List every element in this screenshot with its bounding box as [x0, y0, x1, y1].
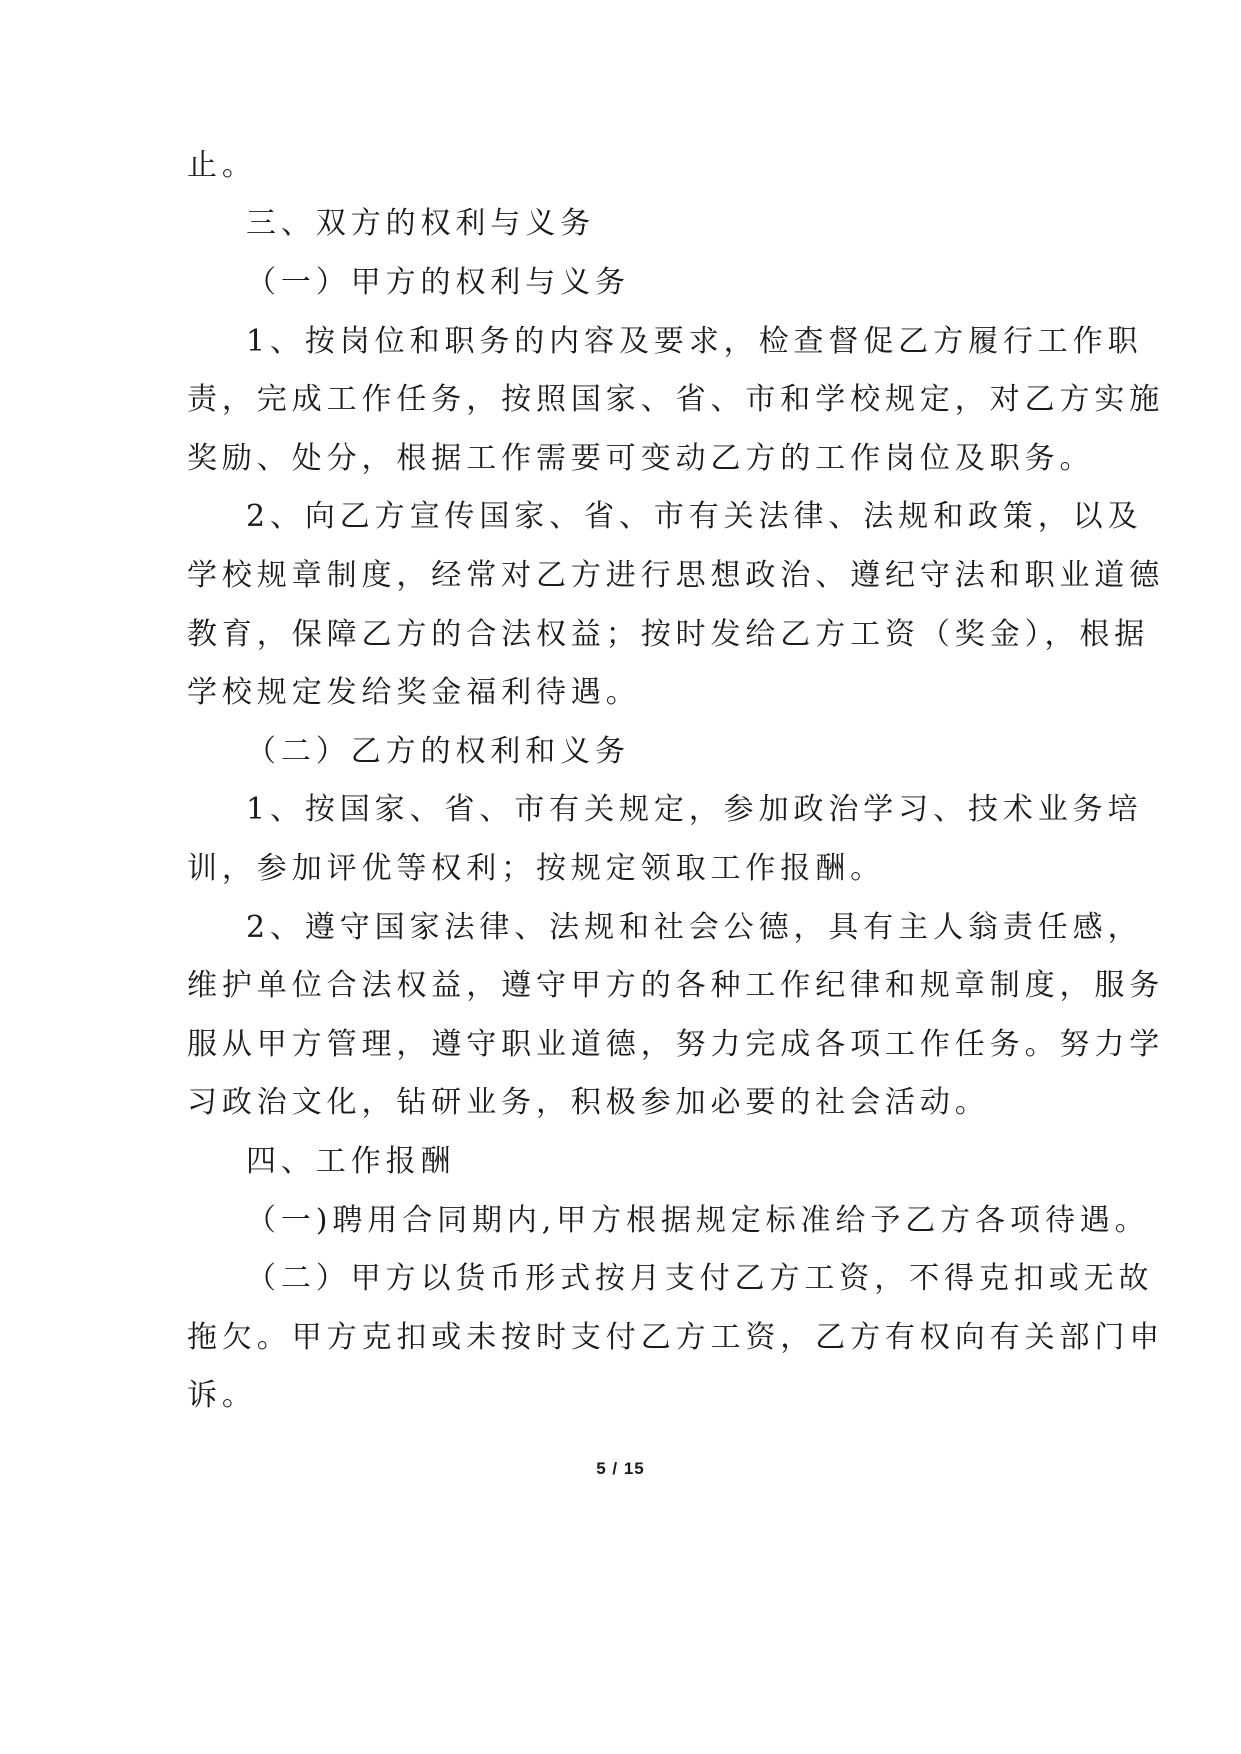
subsection-heading: （一）甲方的权利与义务	[246, 265, 630, 300]
paragraph-line: 止。	[187, 148, 257, 183]
paragraph-line: 维护单位合法权益，遵守甲方的各种工作纪律和规章制度，服务	[187, 968, 1165, 1003]
paragraph-line: 学校规章制度，经常对乙方进行思想政治、遵纪守法和职业道德	[187, 558, 1165, 593]
paragraph-line: 奖励、处分，根据工作需要可变动乙方的工作岗位及职务。	[187, 441, 1095, 476]
paragraph-line: 训，参加评优等权利；按规定领取工作报酬。	[187, 851, 885, 886]
subsection-heading: （二）乙方的权利和义务	[246, 734, 630, 769]
paragraph-line: 教育，保障乙方的合法权益；按时发给乙方工资（奖金），根据	[187, 617, 1150, 652]
paragraph-line: 1、按岗位和职务的内容及要求，检查督促乙方履行工作职	[246, 324, 1143, 359]
paragraph-line: 拖欠。甲方克扣或未按时支付乙方工资，乙方有权向有关部门申	[187, 1320, 1165, 1355]
paragraph-line: （二）甲方以货币形式按月支付乙方工资，不得克扣或无故	[246, 1261, 1154, 1296]
section-heading: 三、双方的权利与义务	[246, 206, 595, 241]
paragraph-line: （一)聘用合同期内,甲方根据规定标准给予乙方各项待遇。	[246, 1203, 1150, 1238]
paragraph-line: 2、向乙方宣传国家、省、市有关法律、法规和政策，以及	[246, 499, 1143, 534]
paragraph-line: 习政治文化，钻研业务，积极参加必要的社会活动。	[187, 1085, 990, 1120]
paragraph-line: 诉。	[187, 1378, 257, 1413]
paragraph-line: 学校规定发给奖金福利待遇。	[187, 675, 641, 710]
paragraph-line: 责，完成工作任务，按照国家、省、市和学校规定，对乙方实施	[187, 382, 1165, 417]
paragraph-line: 2、遵守国家法律、法规和社会公德，具有主人翁责任感，	[246, 910, 1143, 945]
paragraph-line: 1、按国家、省、市有关规定，参加政治学习、技术业务培	[246, 792, 1143, 827]
page-number: 5 / 15	[596, 1459, 645, 1478]
paragraph-line: 服从甲方管理，遵守职业道德，努力完成各项工作任务。努力学	[187, 1027, 1165, 1062]
section-heading: 四、工作报酬	[246, 1144, 456, 1179]
